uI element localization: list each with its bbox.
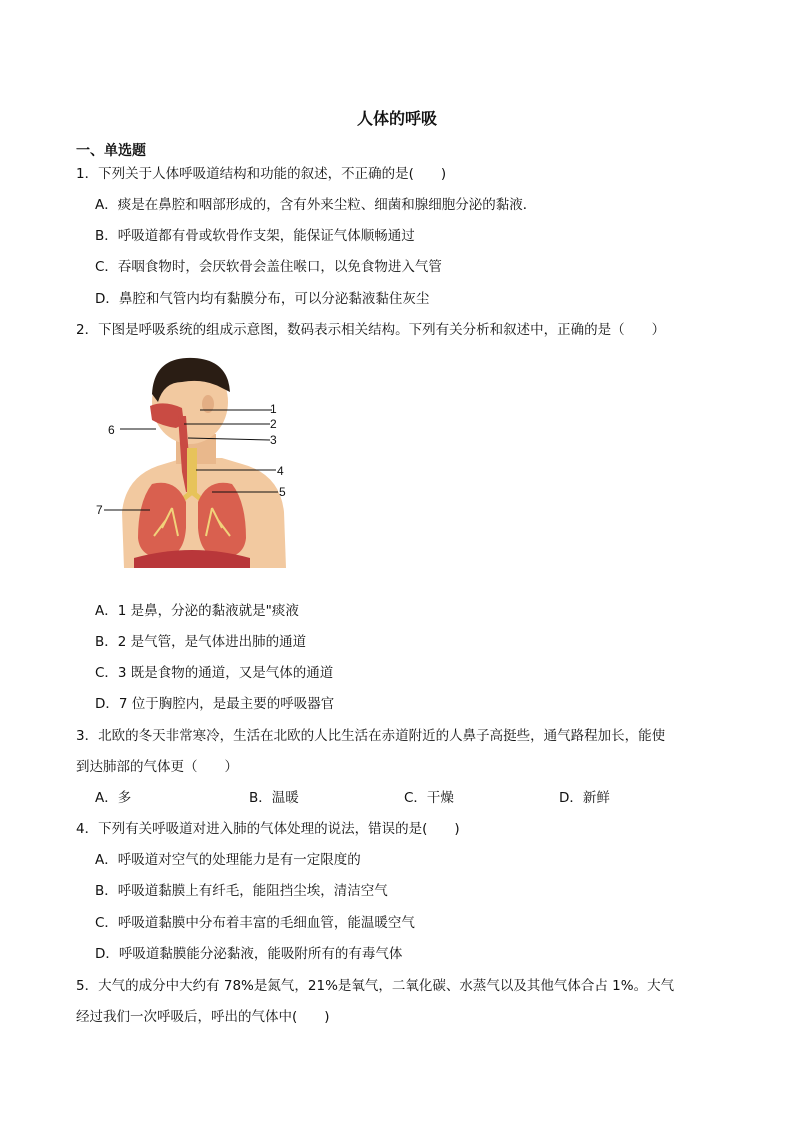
page-title: 人体的呼吸 [356, 109, 437, 128]
question-2-option-d: D．7 位于胸腔内，是最主要的呼吸器官 [95, 696, 335, 712]
figure-label-5: 5 [279, 485, 286, 499]
question-4-stem: 4．下列有关呼吸道对进入肺的气体处理的说法，错误的是( ) [76, 821, 460, 837]
question-3-stem-line-2: 到达肺部的气体更（ ） [76, 759, 238, 775]
question-1-option-c: C．吞咽食物时，会厌软骨会盖住喉口，以免食物进入气管 [95, 259, 442, 275]
question-1-stem: 1．下列关于人体呼吸道结构和功能的叙述，不正确的是( ) [76, 166, 447, 182]
question-2-option-b: B．2 是气管，是气体进出肺的通道 [95, 634, 307, 650]
figure-label-3: 3 [270, 433, 277, 447]
question-3-stem-line-1: 3．北欧的冬天非常寒冷，生活在北欧的人比生活在赤道附近的人鼻子高挺些，通气路程加长，能使 [76, 728, 666, 744]
question-3-option-c: C．干燥 [404, 790, 454, 806]
question-5-stem-line-1: 5．大气的成分中大约有 78%是氮气，21%是氧气，二氧化碳、水蒸气以及其他气体合占 1%。大气 [76, 978, 675, 994]
question-4-option-a: A．呼吸道对空气的处理能力是有一定限度的 [95, 852, 361, 868]
question-4-option-b: B．呼吸道黏膜上有纤毛，能阻挡尘埃，清洁空气 [95, 883, 388, 899]
figure-label-1: 1 [270, 402, 277, 416]
question-5-stem-line-2: 经过我们一次呼吸后，呼出的气体中( ) [76, 1009, 330, 1025]
question-1-option-b: B．呼吸道都有骨或软骨作支架，能保证气体顺畅通过 [95, 228, 415, 244]
figure-label-7: 7 [96, 503, 103, 517]
question-2-stem: 2．下图是呼吸系统的组成示意图，数码表示相关结构。下列有关分析和叙述中，正确的是（ ） [76, 322, 666, 338]
question-2-option-a: A．1 是鼻，分泌的黏液就是"痰液 [95, 603, 299, 619]
question-2-option-c: C．3 既是食物的通道，又是气体的通道 [95, 665, 334, 681]
question-1-option-a: A．痰是在鼻腔和咽部形成的，含有外来尘粒、细菌和腺细胞分泌的黏液． [95, 197, 537, 213]
figure-label-4: 4 [277, 464, 284, 478]
question-4-option-d: D．呼吸道黏膜能分泌黏液，能吸附所有的有毒气体 [95, 946, 403, 962]
section-heading: 一、单选题 [76, 143, 146, 159]
question-3-option-b: B．温暖 [249, 790, 299, 806]
trachea-shape [187, 448, 197, 494]
figure-label-2: 2 [270, 417, 277, 431]
question-1-option-d: D．鼻腔和气管内均有黏膜分布，可以分泌黏液黏住灰尘 [95, 291, 430, 307]
question-4-option-c: C．呼吸道黏膜中分布着丰富的毛细血管，能温暖空气 [95, 915, 415, 931]
respiratory-system-figure [96, 352, 300, 568]
question-3-option-d: D．新鲜 [559, 790, 610, 806]
figure-label-6: 6 [108, 423, 115, 437]
respiratory-system-illustration [104, 352, 300, 568]
question-3-option-a: A．多 [95, 790, 132, 806]
